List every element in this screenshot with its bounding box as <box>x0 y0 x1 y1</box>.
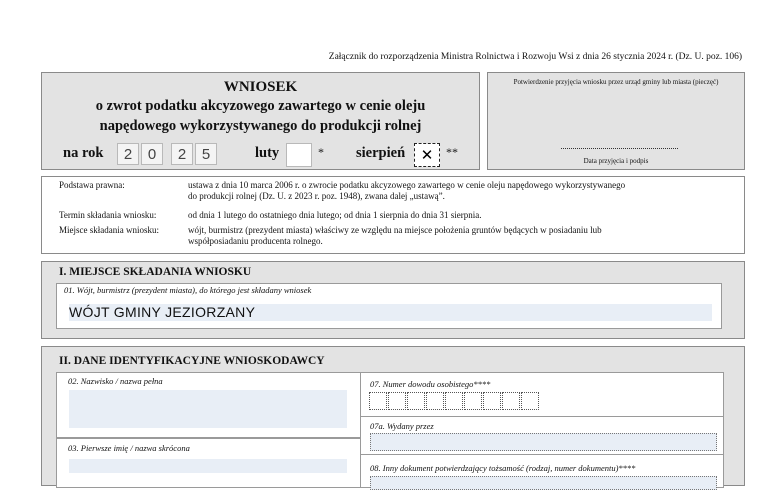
period-aug-checkbox[interactable]: ✕ <box>414 143 440 167</box>
deadline-text: od dnia 1 lutego do ostatniego dnia lutego; od dnia 1 sierpnia do dnia 31 sierpnia. <box>188 210 482 220</box>
legal-basis-label: Podstawa prawna: <box>59 180 125 190</box>
id-number-cell[interactable] <box>388 392 406 410</box>
period-feb-checkbox[interactable] <box>286 143 312 167</box>
field-03-input[interactable] <box>69 459 347 473</box>
year-label: na rok <box>63 145 104 161</box>
period-feb-footnote: * <box>318 145 324 159</box>
field-03-box <box>56 438 361 488</box>
year-digit-4[interactable]: 5 <box>195 143 217 165</box>
id-number-cell[interactable] <box>464 392 482 410</box>
field-03-label: 03. Pierwsze imię / nazwa skrócona <box>68 443 190 453</box>
confirmation-text: Potwierdzenie przyjęcia wniosku przez urząd gminy lub miasta (pieczęć) <box>513 78 719 86</box>
period-aug-footnote: ** <box>446 145 458 159</box>
field-01-label: 01. Wójt, burmistrz (prezydent miasta), do którego jest składany wniosek <box>64 285 312 295</box>
id-number-cell[interactable] <box>369 392 387 410</box>
id-number-cell[interactable] <box>445 392 463 410</box>
field-02-input[interactable] <box>69 390 347 428</box>
field-01-input[interactable]: WÓJT GMINY JEZIORZANY <box>69 304 712 321</box>
section-2-title: II. DANE IDENTYFIKACYJNE WNIOSKODAWCY <box>59 355 325 367</box>
section-2 <box>41 346 745 486</box>
legal-basis-text-1: ustawa z dnia 10 marca 2006 r. o zwrocie podatku akcyzowego zawartego w cenie oleju napędowego wykorzystywanego <box>188 180 626 190</box>
field-07-label: 07. Numer dowodu osobistego**** <box>370 379 491 389</box>
id-number-cell[interactable] <box>521 392 539 410</box>
period-feb-label: luty <box>255 145 280 161</box>
place-label: Miejsce składania wniosku: <box>59 225 159 235</box>
legal-basis-text-2: do produkcji rolnej (Dz. U. z 2023 r. poz. 1948), zwana dalej „ustawą”. <box>188 191 445 201</box>
id-number-cell[interactable] <box>407 392 425 410</box>
attachment-note: Załącznik do rozporządzenia Ministra Rolnictwa i Rozwoju Wsi z dnia 26 stycznia 2024 r. (Dz. U. poz. 106) <box>328 52 742 62</box>
signature-line <box>561 148 678 149</box>
divider <box>361 416 723 417</box>
section-1 <box>41 261 745 339</box>
id-number-cell[interactable] <box>483 392 501 410</box>
year-period-row <box>42 143 479 167</box>
date-signature-label: Data przyjęcia i podpis <box>583 157 649 165</box>
field-02-label: 02. Nazwisko / nazwa pełna <box>68 376 163 386</box>
year-digit-2[interactable]: 0 <box>141 143 163 165</box>
field-07-cells <box>369 392 539 410</box>
field-07a-label: 07a. Wydany przez <box>370 421 434 431</box>
divider <box>361 454 723 455</box>
period-aug-label: sierpień <box>356 145 406 161</box>
id-number-cell[interactable] <box>426 392 444 410</box>
field-07a-input[interactable] <box>370 433 717 451</box>
id-document-box <box>360 372 724 488</box>
confirmation-stamp-box <box>487 72 745 170</box>
field-01-box <box>56 283 722 329</box>
year-digit-1[interactable]: 2 <box>117 143 139 165</box>
field-08-input[interactable] <box>370 476 717 490</box>
form-title-box <box>41 72 480 170</box>
deadline-label: Termin składania wniosku: <box>59 210 157 220</box>
form-subtitle-line1: o zwrot podatku akcyzowego zawartego w cenie oleju <box>95 98 426 114</box>
section-1-title: I. MIEJSCE SKŁADANIA WNIOSKU <box>59 266 252 278</box>
legal-info-box <box>41 176 745 254</box>
year-digit-3[interactable]: 2 <box>171 143 193 165</box>
field-08-label: 08. Inny dokument potwierdzający tożsamość (rodzaj, numer dokumentu)**** <box>370 463 636 473</box>
form-subtitle-line2: napędowego wykorzystywanego do produkcji rolnej <box>99 118 422 134</box>
id-number-cell[interactable] <box>502 392 520 410</box>
field-02-box <box>56 372 361 438</box>
place-text-1: wójt, burmistrz (prezydent miasta) właściwy ze względu na miejsce położenia gruntów będących w posiadaniu lub <box>188 225 602 235</box>
place-text-2: współposiadaniu producenta rolnego. <box>188 236 323 246</box>
form-title: WNIOSEK <box>223 79 298 95</box>
